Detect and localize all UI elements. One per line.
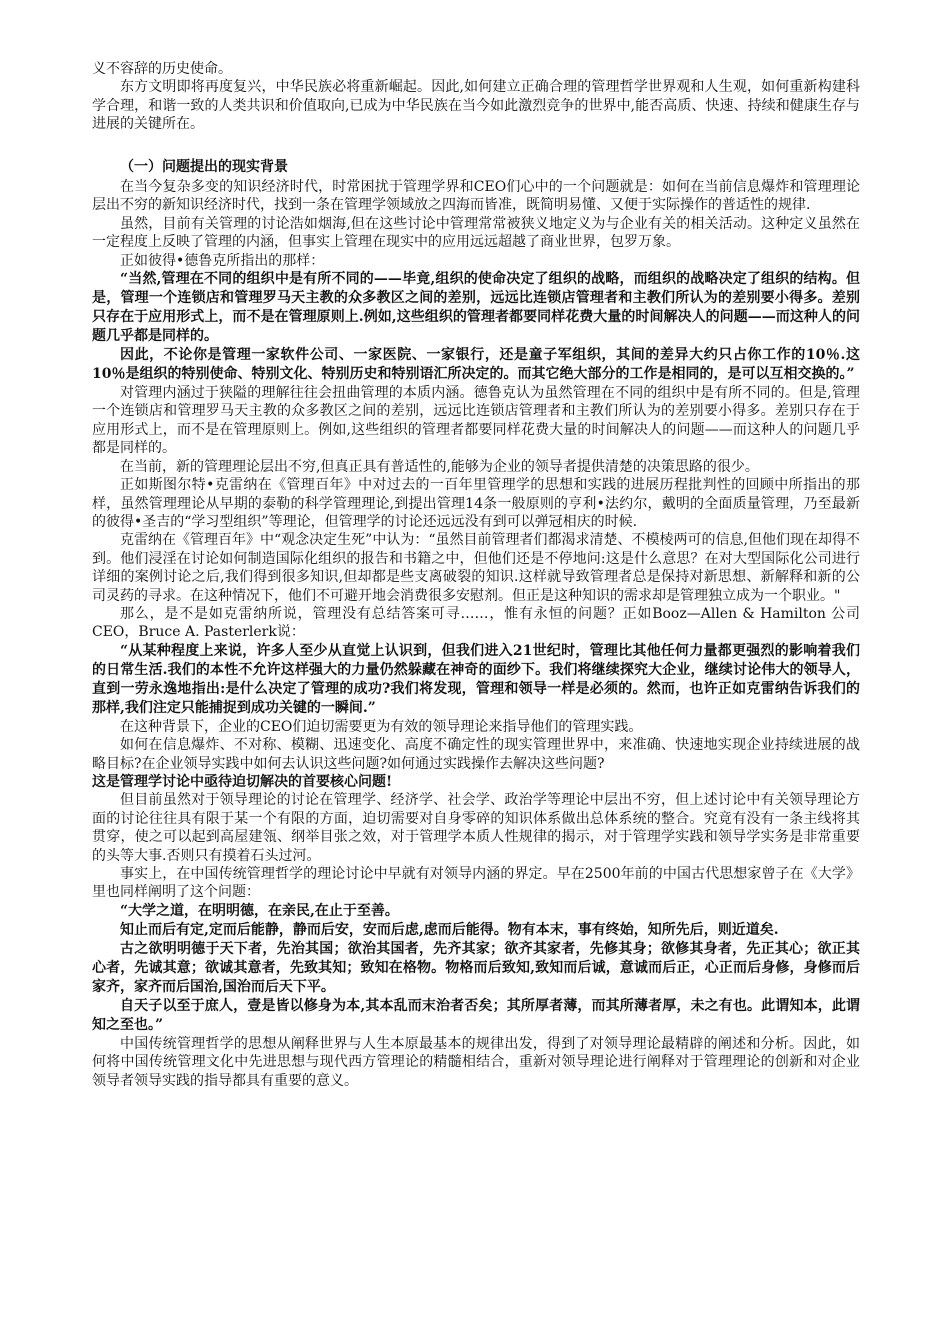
quote-paragraph: 自天子以至于庶人，壹是皆以修身为本,其本乱而末治者否矣；其所厚者薄，而其所薄者厚，未之有也。此谓知本，此谓知之至也。” [92, 997, 860, 1033]
document-body [92, 60, 860, 1090]
paragraph: 东方文明即将再度复兴，中华民族必将重新崛起。因此,如何建立正确合理的管理哲学世界观和人生观，如何重新构建科学合理，和谐一致的人类共识和价值取向,已成为中华民族在当今如此激烈竞争的世界中,能否高质、快速、持续和健康生存与进展的关键所在。 [92, 79, 860, 133]
paragraph: 在这种背景下，企业的CEO们迫切需要更为有效的领导理论来指导他们的管理实践。 [120, 718, 643, 735]
quote-paragraph: “大学之道，在明明德，在亲民,在止于至善。 [120, 902, 399, 919]
key-statement: 这是管理学讨论中亟待迫切解决的首要核心问题! [92, 773, 393, 790]
paragraph: 如何在信息爆炸、不对称、模糊、迅速变化、高度不确定性的现实管理世界中，来准确、快速地实现企业持续进展的战略目标?在企业领导实践中如何去认识这些问题?如何通过实践操作去解决这些问题? [92, 737, 860, 772]
quote-paragraph: 古之欲明明德于天下者，先治其国；欲治其国者，先齐其家；欲齐其家者，先修其身；欲修其身者，先正其心；欲正其心者，先诚其意；欲诚其意者，先致其知；致知在格物。物格而后致知,致知而后诚，意诚而后正，心正而后身修，身修而后家齐，家齐而后国治,国治而后天下平。 [92, 940, 860, 995]
paragraph: 事实上，在中国传统管理哲学的理论讨论中早就有对领导内涵的界定。早在2500年前的中国古代思想家曾子在《大学》里也同样阐明了这个问题： [92, 866, 860, 901]
paragraph: 但目前虽然对于领导理论的讨论在管理学、经济学、社会学、政治学等理论中层出不穷，但上述讨论中有关领导理论方面的讨论往往具有限于某一个有限的方面，迫切需要对自身零碎的知识体系做出总体系统的整合。究竟有没有一条主线将其贯穿，使之可以起到高屋建瓴、纲举目张之效，对于管理学本质人性规律的揭示，对于管理学实践和领导学实务是非常重要的头等大事.否则只有摸着石头过河。 [92, 792, 860, 864]
paragraph: 正如彼得•德鲁克所指出的那样： [120, 252, 325, 269]
quote-paragraph: “从某种程度上来说，许多人至少从直觉上认识到，但我们进入21世纪时，管理比其他任何力量都更强烈的影响着我们的日常生活.我们的本性不允许这样强大的力量仍然躲藏在神奇的面纱下。我们将继续探究大企业，继续讨论伟大的领导人，直到一劳永逸地指出:是什么决定了管理的成功?我们将发现，管理和领导一样是必须的。然而，也许正如克雷纳告诉我们的那样,我们注定只能捕捉到成功关键的一瞬间.” [92, 642, 860, 716]
quote-paragraph: 因此，不论你是管理一家软件公司、一家医院、一家银行，还是童子军组织，其间的差异大约只占你工作的10％.这10％是组织的特别使命、特别文化、特别历史和特别语汇所决定的。而其它绝大部分的工作是相同的，是可以互相交换的。” [92, 347, 860, 383]
paragraph: 克雷纳在《管理百年》中“观念决定生死”中认为：“虽然目前管理者们都渴求清楚、不模棱两可的信息,但他们现在却得不到。他们浸淫在讨论如何制造国际化组织的报告和书籍之中，但他们还是不停地问:这是什么意思？在对大型国际化公司进行详细的案例讨论之后,我们得到很多知识,但却都是些支离破裂的知识.这样就导致管理者总是保持对新思想、新解释和新的公司灵药的寻求。在这种情况下，他们不可避开地会消费很多安慰剂。但正是这种知识的需求却是管理独立成为一个职业。" [92, 532, 860, 604]
quote-paragraph: “当然,管理在不同的组织中是有所不同的——毕竟,组织的使命决定了组织的战略，而组织的战略决定了组织的结构。但是，管理一个连锁店和管理罗马天主教的众多教区之间的差别，远远比连锁店管理者和主教们所认为的差别要小得多。差别只存在于应用形式上，而不是在管理原则上.例如,这些组织的管理者都要同样花费大量的时间解决人的问题——而这种人的问题几乎都是同样的。 [92, 271, 860, 345]
paragraph: 虽然，目前有关管理的讨论浩如烟海,但在这些讨论中管理常常被狭义地定义为与企业有关的相关活动。这种定义虽然在一定程度上反映了管理的内涵，但事实上管理在现实中的应用远远超越了商业世界，包罗万象。 [92, 215, 860, 251]
section-heading: （一）问题提出的现实背景 [120, 158, 288, 175]
paragraph: 正如斯图尔特•克雷纳在《管理百年》中对过去的一百年里管理学的思想和实践的进展历程批判性的回顾中所指出的那样，虽然管理理论从早期的泰勒的科学管理理论,到提出管理14条一般原则的亨利•法约尔，戴明的全面质量管理，乃至最新的彼得•圣吉的“学习型组织”等理论，但管理学的讨论还远远没有到可以弹冠相庆的时候. [92, 477, 860, 530]
paragraph: 中国传统管理哲学的思想从阐释世界与人生本原最基本的规律出发，得到了对领导理论最精辟的阐述和分析。因此，如何将中国传统管理文化中先进思想与现代西方管理论的精髓相结合，重新对领导理论进行阐释对于管理理论的创新和对企业领导者领导实践的指导都具有重要的意义。 [92, 1035, 860, 1089]
paragraph: 在当今复杂多变的知识经济时代，时常困扰于管理学界和CEO们心中的一个问题就是：如何在当前信息爆炸和管理理论层出不穷的新知识经济时代，找到一条在管理学领域放之四海而皆准，既简明易懂、又便于实际操作的普适性的规律. [92, 179, 860, 214]
paragraph: 在当前，新的管理理论层出不穷,但真正具有普适性的,能够为企业的领导者提供清楚的决策思路的很少。 [120, 458, 759, 475]
paragraph: 对管理内涵过于狭隘的理解往往会扭曲管理的本质内涵。德鲁克认为虽然管理在不同的组织中是有所不同的。但是,管理一个连锁店和管理罗马天主教的众多教区之间的差别，远远比连锁店管理者和主教们所认为的差别要小得多。差别只存在于应用形式上，而不是在管理原则上。例如,这些组织的管理者都要同样花费大量的时间解决人的问题——而这种人的问题几乎都是同样的。 [92, 385, 860, 457]
paragraph: 义不容辞的历史使命。 [92, 61, 232, 77]
quote-paragraph: 知止而后有定,定而后能静，静而后安，安而后虑,虑而后能得。物有本末，事有终始，知所先后，则近道矣. [120, 921, 779, 938]
paragraph: 那么，是不是如克雷纳所说，管理没有总结答案可寻……，惟有永恒的问题？正如Booz—Allen & Hamilton 公司CEO，Bruce A. Pasterlerk说： [92, 605, 860, 641]
